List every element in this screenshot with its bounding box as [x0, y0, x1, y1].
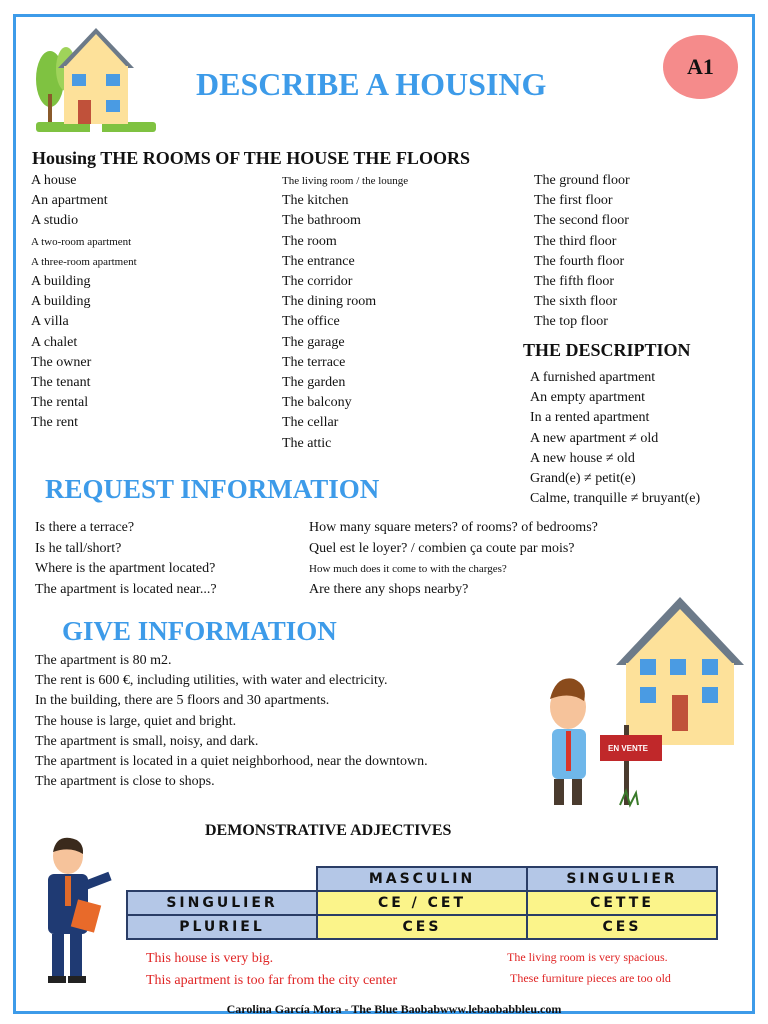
list-item: The tenant — [31, 375, 91, 391]
page-title: DESCRIBE A HOUSING — [196, 66, 547, 102]
request-info-heading: REQUEST INFORMATION — [45, 474, 380, 504]
list-item: A new apartment ≠ old — [530, 430, 659, 446]
list-item: A two-room apartment — [31, 235, 132, 248]
table-header-row — [127, 867, 717, 891]
row-label-pluriel: PLURIEL — [127, 915, 317, 939]
list-item: The kitchen — [282, 193, 349, 209]
row-label-singulier: SINGULIER — [127, 891, 317, 915]
list-item: The sixth floor — [534, 294, 618, 310]
example-sentence: These furniture pieces are too old — [510, 971, 671, 985]
question-item: Is he tall/short? — [35, 540, 122, 556]
list-item: A house — [31, 173, 77, 188]
description-heading: THE DESCRIPTION — [523, 340, 691, 360]
footer-credit: Carolina García Mora - The Blue Baobabwww.lebaobabbleu.com — [226, 1002, 562, 1016]
give-info-heading: GIVE INFORMATION — [62, 616, 337, 646]
list-item: The top floor — [534, 314, 608, 330]
floors-vocab-list — [534, 171, 630, 333]
list-item: An apartment — [31, 193, 108, 209]
list-item: The cellar — [282, 415, 339, 431]
list-item: The third floor — [534, 233, 617, 249]
list-item: The second floor — [534, 213, 629, 229]
list-item: The rent — [31, 415, 79, 431]
demonstratives-heading: DEMONSTRATIVE ADJECTIVES — [205, 822, 452, 839]
list-item: The fourth floor — [534, 253, 625, 269]
list-item: The apartment is located in a quiet neighborhood, near the downtown. — [35, 754, 428, 770]
request-questions-left — [35, 518, 217, 600]
list-item: The apartment is small, noisy, and dark. — [35, 733, 259, 749]
demonstrative-adjectives-table — [126, 866, 718, 940]
example-sentence: This apartment is too far from the city center — [146, 973, 398, 988]
vocab-column-headings: Housing THE ROOMS OF THE HOUSE THE FLOORS — [32, 148, 470, 168]
header-singulier: SINGULIER — [527, 867, 717, 891]
level-badge: A1 — [663, 35, 738, 99]
question-item: Is there a terrace? — [35, 520, 135, 535]
list-item: The apartment is 80 m2. — [35, 653, 172, 668]
table-row — [127, 891, 717, 915]
list-item: The fifth floor — [534, 274, 615, 290]
examples-left — [146, 948, 397, 992]
list-item: The room — [282, 233, 337, 249]
list-item: A new house ≠ old — [530, 450, 635, 466]
house-for-sale-illustration — [540, 595, 755, 815]
list-item: The rental — [31, 395, 89, 411]
list-item: A building — [31, 294, 91, 310]
list-item: The bathroom — [282, 213, 361, 229]
list-item: The entrance — [282, 253, 355, 269]
list-item: The balcony — [282, 395, 352, 411]
give-info-list — [35, 651, 428, 792]
list-item: A chalet — [31, 334, 78, 350]
list-item: An empty apartment — [530, 390, 646, 406]
list-item: The garden — [282, 375, 346, 391]
cell-plur-masc: CES — [317, 915, 527, 939]
cell-plur-fem: CES — [527, 915, 717, 939]
list-item: The terrace — [282, 354, 346, 370]
list-item: The corridor — [282, 274, 353, 290]
question-item: Where is the apartment located? — [35, 561, 216, 576]
question-item: Are there any shops nearby? — [309, 581, 469, 597]
question-item: How much does it come to with the charges? — [309, 563, 507, 575]
list-item: A furnished apartment — [530, 370, 656, 385]
list-item: The first floor — [534, 193, 613, 209]
list-item: In a rented apartment — [530, 410, 650, 426]
request-questions-right — [309, 518, 598, 600]
list-item: The house is large, quiet and bright. — [35, 713, 237, 729]
list-item: The apartment is close to shops. — [35, 774, 215, 790]
list-item: A three-room apartment — [31, 255, 137, 268]
cell-sing-fem: CETTE — [527, 891, 717, 915]
example-sentence: The living room is very spacious. — [507, 950, 668, 964]
list-item: A studio — [31, 213, 79, 229]
rooms-vocab-list — [282, 171, 408, 454]
list-item: The dining room — [282, 294, 377, 310]
question-item: The apartment is located near...? — [35, 581, 217, 597]
businessman-illustration — [34, 834, 124, 986]
list-item: Grand(e) ≠ petit(e) — [530, 471, 636, 487]
list-item: Calme, tranquille ≠ bruyant(e) — [530, 491, 701, 507]
description-vocab-list — [530, 368, 700, 509]
cell-sing-masc: CE / CET — [317, 891, 527, 915]
housing-vocab-list — [31, 171, 137, 434]
list-item: The living room / the lounge — [282, 175, 409, 187]
list-item: The ground floor — [534, 173, 630, 188]
list-item: The garage — [282, 334, 345, 350]
table-row — [127, 915, 717, 939]
list-item: The attic — [282, 435, 332, 451]
list-item: In the building, there are 5 floors and 30 apartments. — [35, 693, 330, 709]
table-corner-cell — [127, 867, 317, 891]
for-sale-sign-text: EN VENTE — [608, 744, 649, 753]
list-item: The owner — [31, 354, 92, 370]
list-item: A building — [31, 274, 91, 290]
question-item: How many square meters? of rooms? of bedrooms? — [309, 520, 598, 535]
list-item: The office — [282, 314, 340, 330]
question-item: Quel est le loyer? / combien ça coute par mois? — [309, 540, 575, 556]
header-masculin: MASCULIN — [317, 867, 527, 891]
example-sentence: This house is very big. — [146, 951, 274, 966]
examples-right — [507, 947, 671, 989]
list-item: A villa — [31, 314, 69, 330]
list-item: The rent is 600 €, including utilities, with water and electricity. — [35, 673, 388, 689]
